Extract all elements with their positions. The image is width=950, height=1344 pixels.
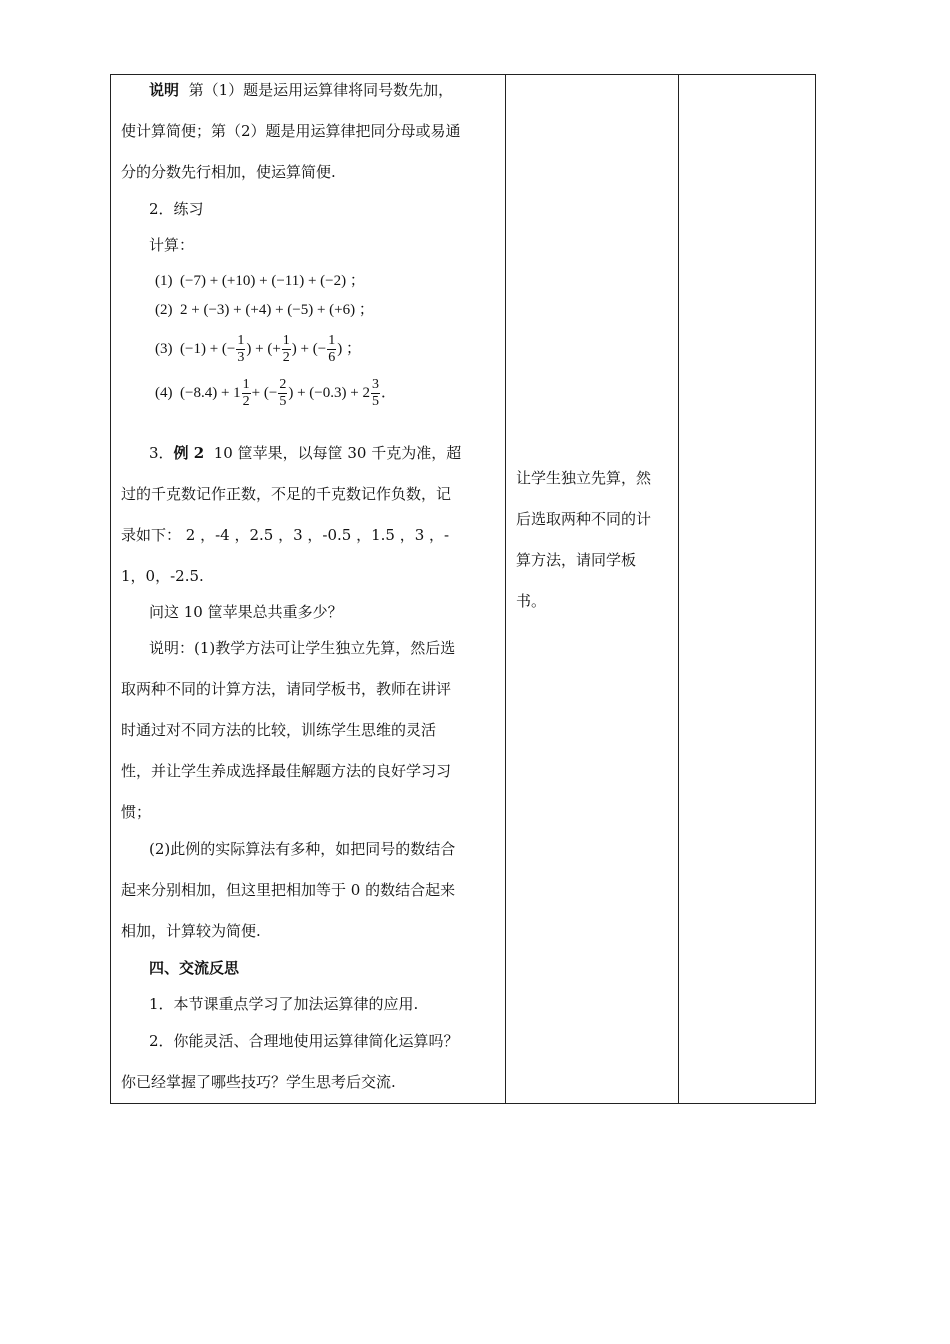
reflection-line: 1．本节课重点学习了加法运算律的应用. [149,995,419,1013]
expr-part: ． [380,385,396,401]
note-text: 第（1）题是运用运算律将同号数先加， [188,81,454,99]
exercise-3 [155,331,361,367]
fraction [278,377,287,410]
denominator: 6 [328,350,336,366]
denominator: 3 [237,350,245,366]
exercise-number: (3) [155,341,173,357]
content-column [111,75,505,1103]
expr-part: (−8.4) + 1 [180,385,241,401]
example-label: 例 2 [173,444,205,462]
numerator: 1 [237,333,245,349]
note-line: 说明：(1)教学方法可让学生独立先算，然后选 [149,639,456,657]
note-line: 起来分别相加，但这里把相加等于 0 的数结合起来 [121,881,456,899]
note-line: 时通过对不同方法的比较，训练学生思维的灵活 [121,721,437,739]
expr-part: + (− [251,385,278,401]
fraction [327,333,336,366]
expr-part: ) ； [337,341,361,357]
note-line: (2)此例的实际算法有多种，如把同号的数结合 [149,840,456,858]
question: 问这 10 筐苹果总共重多少？ [149,603,343,621]
numerator: 1 [328,333,336,349]
side-note-line: 书。 [516,592,547,610]
practice-heading: 2．练习 [149,200,204,218]
numerator: 2 [279,377,287,393]
note-line: 使计算简便；第（2）题是用运算律把同分母或易通 [121,122,461,140]
denominator: 5 [371,394,379,410]
exercise-2 [155,300,374,320]
example-line: 录如下： 2 ，-4 ，2.5 ，3 ，-0.5 ，1.5 ，3 ，- [121,526,450,544]
column-divider [678,75,679,1103]
exercise-4 [155,375,396,411]
reflection-line: 你已经掌握了哪些技巧？学生思考后交流. [121,1073,396,1091]
teaching-notes-column [506,75,678,1103]
side-note-line: 让学生独立先算，然 [516,469,652,487]
reflection-line: 2．你能灵活、合理地使用运算律简化运算吗？ [149,1032,459,1050]
numerator: 1 [242,377,250,393]
example-line: 过的千克数记作正数，不足的千克数记作负数，记 [121,485,452,503]
note-line [149,80,453,100]
denominator: 5 [279,394,287,410]
fraction [242,377,251,410]
fraction [236,333,245,366]
expr-part: ) + (−0.3) + 2 [288,385,370,401]
exercise-expression: 2 + (−3) + (+4) + (−5) + (+6) ； [180,302,374,318]
example-line: 1，0，-2.5. [121,567,204,585]
exercise-number: (1) [155,273,173,289]
side-note-line: 后选取两种不同的计 [516,510,652,528]
exercise-number: (4) [155,385,173,401]
expr-part: (−1) + (− [180,341,236,357]
fraction [371,377,380,410]
note-line: 性，并让学生养成选择最佳解题方法的良好学习习 [121,762,452,780]
example-text: 10 筐苹果，以每筐 30 千克为准，超 [213,444,462,462]
fraction [282,333,291,366]
note-line: 相加，计算较为简便. [121,922,261,940]
exercise-number: (2) [155,302,173,318]
denominator: 2 [242,394,250,410]
note-line: 分的分数先行相加，使运算简便. [121,163,336,181]
example-index: 3． [149,444,174,462]
note-label: 说明 [149,81,180,99]
compute-label: 计算： [149,236,195,254]
expr-part: ) + (+ [246,341,281,357]
numerator: 1 [282,333,290,349]
note-line: 取两种不同的计算方法，请同学板书，教师在讲评 [121,680,452,698]
exercise-1 [155,271,365,291]
side-note-line: 算方法，请同学板 [516,551,637,569]
section-heading: 四、交流反思 [149,959,240,977]
denominator: 2 [282,350,290,366]
lesson-table [110,74,816,1104]
example-line [149,443,461,463]
exercise-expression: (−7) + (+10) + (−11) + (−2) ； [180,273,365,289]
note-line: 惯； [121,803,152,821]
numerator: 3 [371,377,379,393]
expr-part: ) + (− [291,341,327,357]
